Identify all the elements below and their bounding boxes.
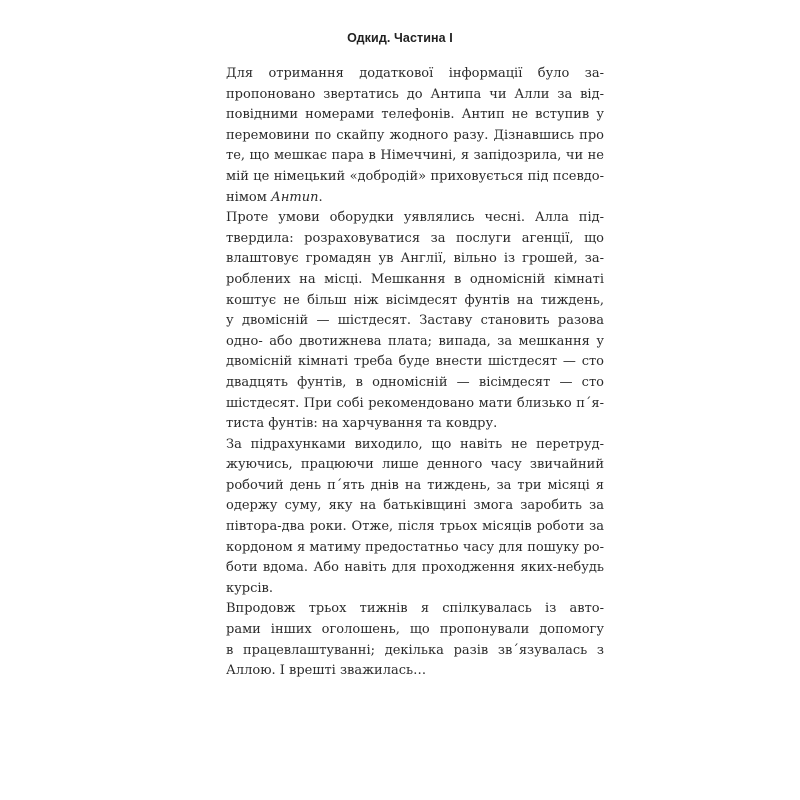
text-line: курсів.: [226, 580, 273, 596]
text-line: півтора-два роки. Отже, після трьох місяців роботи за: [226, 519, 604, 535]
text-line: Аллою. І врешті зважилась…: [226, 663, 427, 679]
text-line: жуючись, працюючи лише денного часу звичайний: [226, 457, 604, 473]
text-line: твердила: розраховуватися за послуги агенції, що: [226, 230, 604, 246]
body-text: [198, 64, 604, 682]
paragraph-4: [198, 599, 604, 681]
text-line: у двомісній — шістдесят. Заставу становить разова: [226, 313, 604, 329]
text-line: За підрахунками виходило, що навіть не перетруд-: [226, 436, 604, 452]
text-line: перемовини по скайпу жодного разу. Дізнавшись про: [226, 127, 604, 143]
text-line: Впродовж трьох тижнів я спілкувалась із авто-: [226, 601, 604, 617]
running-header: Одкид. Частина I: [347, 31, 453, 45]
text-line: пропоновано звертатись до Антипа чи Алли за від-: [226, 86, 604, 102]
text-line: одно- або двотижнева плата; випада, за мешкання у: [226, 333, 604, 349]
text-line: робочий день п´ять днів на тиждень, за три місяці я: [226, 477, 604, 493]
text-line: Для отримання додаткової інформації було за-: [226, 66, 604, 81]
text-line: коштує не більш ніж вісімдесят фунтів на тиждень,: [226, 292, 604, 308]
text-fragment: німом: [226, 189, 272, 205]
paragraph-2: [198, 208, 604, 435]
text-line: повідними номерами телефонів. Антип не вступив у: [226, 107, 604, 123]
text-line: мій це німецький «добродій» приховується під псевдо-: [226, 168, 604, 184]
text-line: влаштовує громадян ув Англії, вільно із грошей, за-: [226, 251, 604, 267]
paragraph-1: [198, 64, 604, 208]
text-line: одержу суму, яку на батьківщині змога заробить за: [226, 498, 604, 514]
text-line: двомісній кімнаті треба буде внести шістдесят — сто: [226, 354, 604, 370]
text-line: двадцять фунтів, в одномісній — вісімдесят — сто: [226, 374, 604, 390]
paragraph-3: [198, 435, 604, 600]
text-line: тиста фунтів: на харчування та ковдру.: [226, 416, 498, 432]
italic-name: Антип: [271, 189, 319, 205]
text-line: роблених на місці. Мешкання в одномісній кімнаті: [226, 271, 604, 287]
text-line: Проте умови оборудки уявлялись чесні. Алла під-: [226, 210, 604, 226]
text-fragment: .: [318, 189, 323, 205]
text-line: рами інших оголошень, що пропонували допомогу: [226, 622, 604, 638]
text-line: те, що мешкає пара в Німеччині, я запідозрила, чи не: [226, 148, 604, 164]
text-line: в працевлаштуванні; декілька разів зв´язувалась з: [226, 642, 604, 658]
text-line: кордоном я матиму предостатньо часу для пошуку ро-: [226, 539, 604, 555]
text-line: боти вдома. Або навіть для проходження яких-небудь: [226, 560, 604, 576]
text-line: [198, 188, 604, 209]
text-line: шістдесят. При собі рекомендовано мати близько п´я-: [226, 395, 604, 411]
